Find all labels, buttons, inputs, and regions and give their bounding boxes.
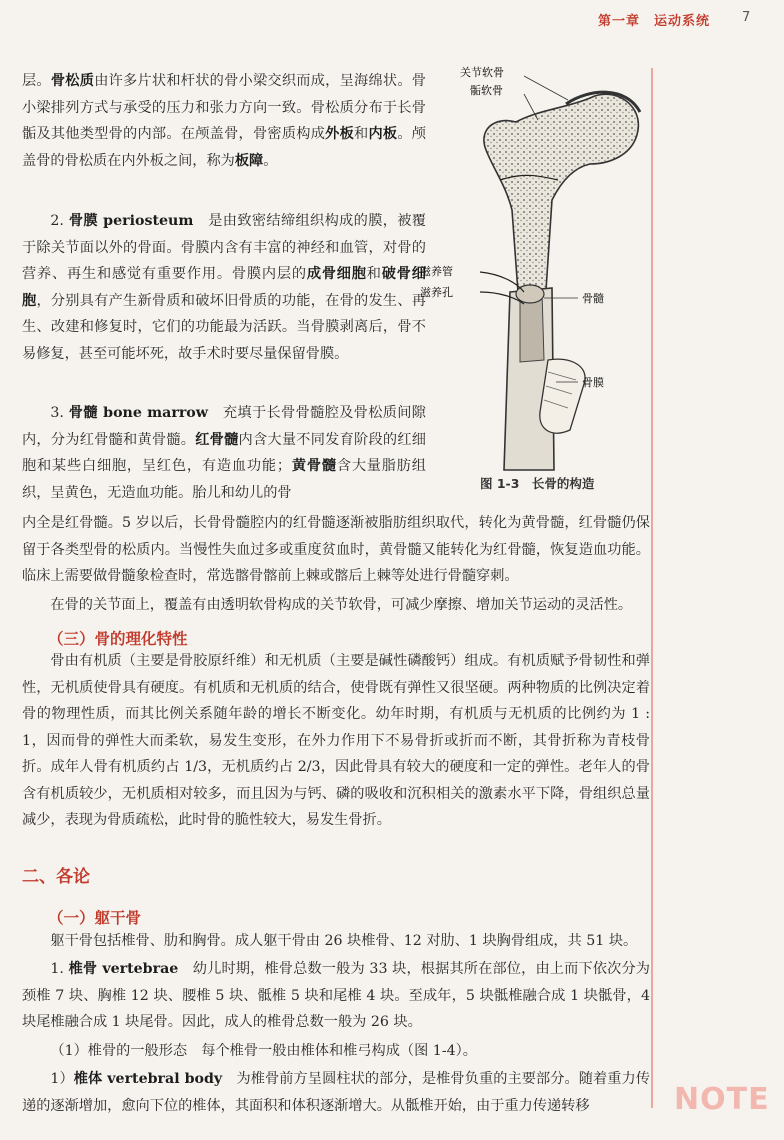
label-epiphysis: 骺软骨 — [470, 84, 503, 97]
page-number: 7 — [742, 10, 751, 25]
margin-rule — [651, 68, 653, 1108]
figure-caption: 图 1-3 长骨的构造 — [480, 476, 595, 491]
paragraph-vertebra-shape: （1）椎骨的一般形态 每个椎骨一般由椎体和椎弓构成（图 1-4）。 — [50, 1043, 477, 1059]
page-header — [0, 0, 784, 34]
note-stamp — [674, 1082, 774, 1122]
label-articular-cartilage: 关节软骨 — [460, 66, 504, 79]
long-bone-illustration — [420, 60, 646, 480]
paragraph-periosteum: 2. 骨膜 periosteum 是由致密结缔组织构成的膜，被覆于除关节面以外的骨面。骨膜内含有丰富的神经和血管，对骨的营养、再生和感觉有重要作用。骨膜内层的成骨细胞和破骨细胞，分别具有产生新骨质和破坏旧骨质的功能，在骨的发生、再生、改建和修复时，它们的功能最为活跃。当骨膜剥离后，骨不易修复，甚至可能坏死，故手术时要尽量保留骨膜。 — [22, 213, 426, 362]
paragraph-bone-marrow-cont: 内全是红骨髓。5 岁以后，长骨骨髓腔内的红骨髓逐渐被脂肪组织取代，转化为黄骨髓，红骨髓仍保留于各类型骨的松质内。当慢性失血过多或重度贫血时，黄骨髓又能转化为红骨髓，恢复造血功能。临床上需要做骨髓象检查时，常选髂骨髂前上棘或髂后上棘等处进行骨髓穿刺。 — [22, 515, 650, 584]
heading-bone-properties: （三）骨的理化特性 — [48, 630, 188, 648]
heading-specific-section: 二、各论 — [22, 867, 90, 887]
heading-trunk-bones: （一）躯干骨 — [48, 909, 142, 927]
paragraph-vertebral-body: 1）椎体 vertebral body 为椎骨前方呈圆柱状的部分，是椎骨负重的主要部分。随着重力传递的逐渐增加，愈向下位的椎体，其面积和体积逐渐增大。从骶椎开始，由于重力传递转移 — [22, 1071, 650, 1114]
label-periosteum: 骨膜 — [582, 376, 604, 389]
paragraph-vertebrae: 1. 椎骨 vertebrae 幼儿时期，椎骨总数一般为 33 块，根据其所在部位，由上而下依次分为颈椎 7 块、胸椎 12 块、腰椎 5 块、骶椎 5 块和尾椎 4 块。至成年，5 块骶椎融合成 1 块骶骨，4 块尾椎融合成 1 块尾骨。因此，成人的椎骨总数一般为 26 块。 — [22, 961, 650, 1030]
periosteum-flap — [540, 359, 585, 433]
paragraph-spongy-bone: 层。骨松质由许多片状和杆状的骨小梁交织而成，呈海绵状。骨小梁排列方式与承受的压力和张力方向一致。骨松质分布于长骨骺及其他类型骨的内部。在颅盖骨，骨密质构成外板和内板。颅盖骨的骨松质在内外板之间，称为板障。 — [22, 73, 426, 169]
bone-head — [484, 94, 638, 292]
paragraph-bone-composition: 骨由有机质（主要是骨胶原纤维）和无机质（主要是碱性磷酸钙）组成。有机质赋予骨韧性和弹性，无机质使骨具有硬度。有机质和无机质的结合，使骨既有弹性又很坚硬。两种物质的比例决定着骨的物理性质，而其比例关系随年龄的增长不断变化。幼年时期，有机质与无机质的比例约为 1 : 1，因而骨的弹性大而柔软，易发生变形，在外力作用下不易骨折或折而不断，其骨折称为青枝骨折。成年人骨有机质约占 1/3，无机质约占 2/3，因此骨具有较大的硬度和一定的弹性。老年人的骨含有机质较少，无机质相对较多，而且因为与钙、磷的吸收和沉积相关的激素水平下降，骨组织总量减少，表现为骨质疏松，此时骨的脆性较大，易发生骨折。 — [22, 653, 650, 828]
chapter-title: 第一章 运动系统 — [598, 14, 711, 29]
label-marrow: 骨髓 — [582, 292, 604, 305]
paragraph-trunk-bones: 躯干骨包括椎骨、肋和胸骨。成人躯干骨由 26 块椎骨、12 对肋、1 块胸骨组成，共 51 块。 — [50, 933, 638, 949]
note-text: NOTE — [674, 1082, 770, 1117]
label-nutrient-canal: 滋养管 — [420, 265, 453, 278]
paragraph-articular-cartilage: 在骨的关节面上，覆盖有由透明软骨构成的关节软骨，可减少摩擦、增加关节运动的灵活性。 — [50, 597, 633, 613]
leader-cartilage — [524, 76, 568, 100]
figure-long-bone — [420, 60, 646, 500]
label-nutrient-foramen: 滋养孔 — [420, 286, 453, 299]
paragraph-bone-marrow: 3. 骨髓 bone marrow 充填于长骨骨髓腔及骨松质间隙内，分为红骨髓和黄骨髓。红骨髓内含大量不同发育阶段的红细胞和某些白细胞，呈红色，有造血功能；黄骨髓含大量脂肪组织，呈黄色，无造血功能。胎儿和幼儿的骨 — [22, 405, 426, 501]
